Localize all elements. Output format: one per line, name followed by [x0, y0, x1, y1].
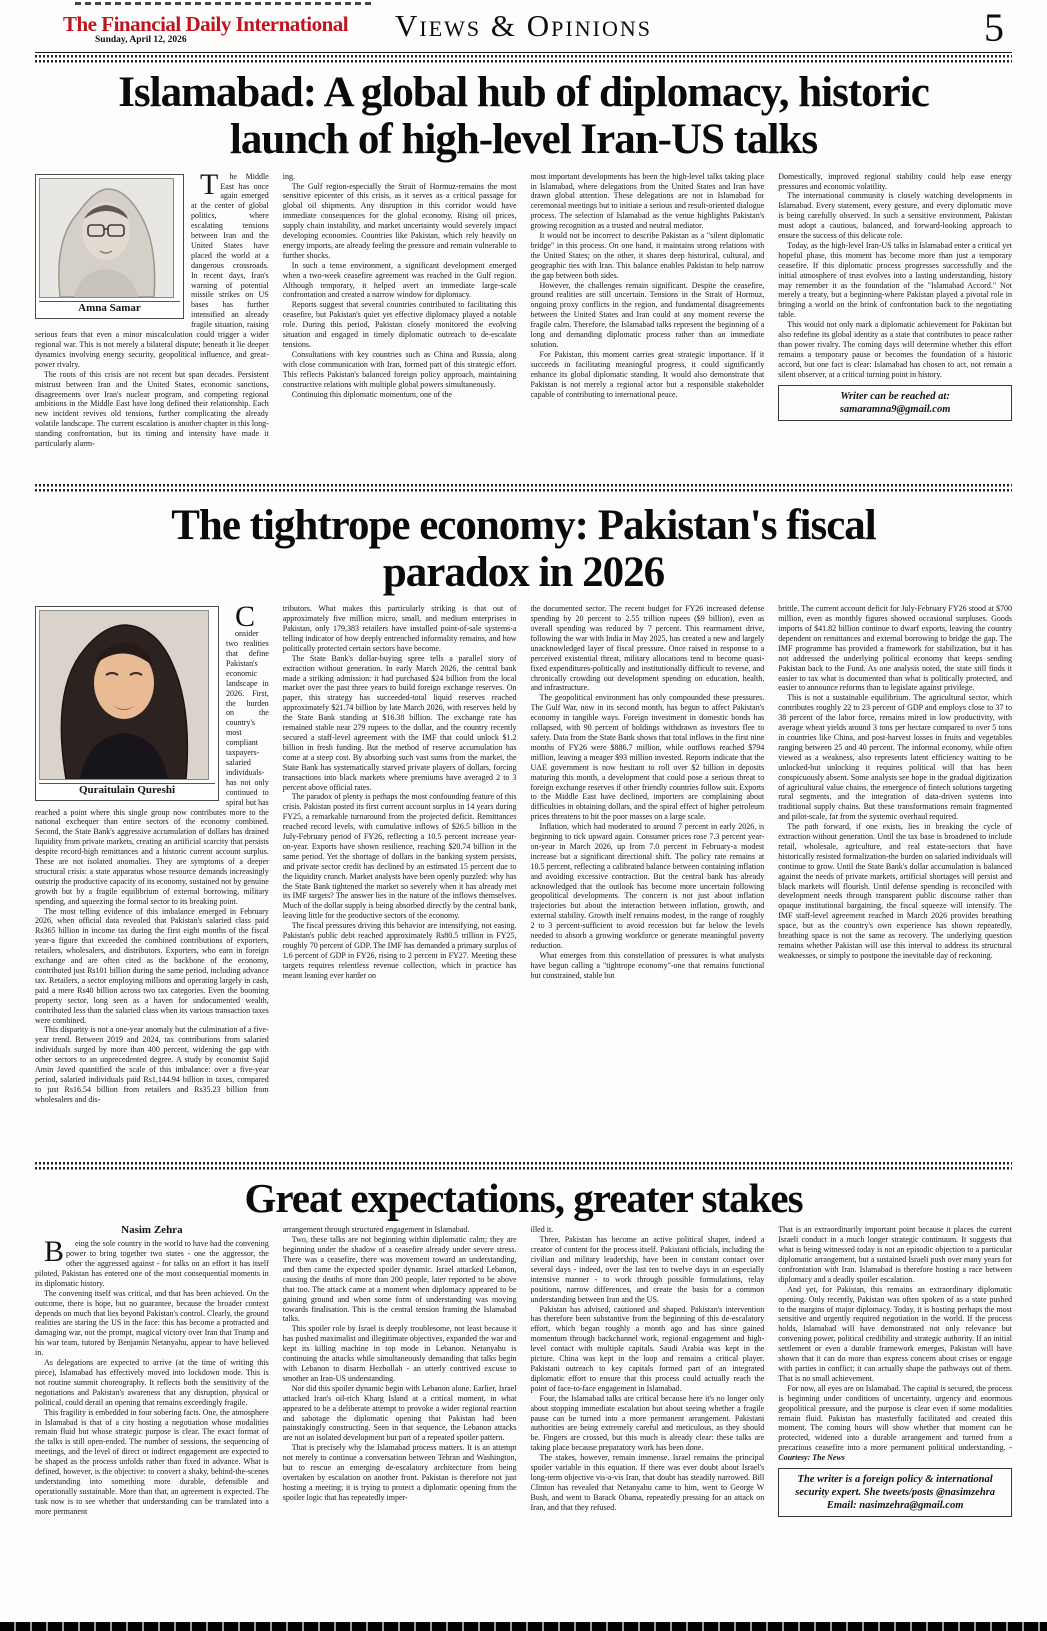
- article-divider-rule: [35, 484, 1012, 492]
- author-photo-caption: Amna Samar: [39, 301, 180, 315]
- article3-column-2: [283, 1225, 517, 1631]
- article2-column-3: [531, 604, 765, 1156]
- paragraph: The convening itself was critical, and that has been achieved. On the outcome, there is hope, but no guarantee, because the broader context depends on much that lies beyond Pakistan's control. Clearly, the ground realities are staring the US in the face: this has become a protracted and damaging war, not the prompt, magical victory over Iran that Trump and his war team, tutored by Benjamin Netanyahu, appear to have believed in.: [35, 1288, 269, 1358]
- article-divider-rule: [35, 1162, 1012, 1170]
- top-edge-dash: [75, 2, 375, 5]
- article-great-expectations: [35, 1176, 1012, 1631]
- page-number: 5: [984, 5, 1004, 50]
- article3-headline: Great expectations, greater stakes: [244, 1175, 803, 1222]
- author-photo-caption: Quraitulain Qureshi: [39, 783, 215, 797]
- paragraph: The geopolitical environment has only compounded these pressures. The Gulf War, now in its second month, has begun to affect Pakistan's economy in tangible ways. Foreign investment in domestic bonds has collapsed, with 90 percent of holdings withdrawn as investors flee to safety. Data from the State Bank shows that total inflows in the first nine months of FY26 were $886.7 million, while outflows reached $794 million, leaving a meager $93 million invested. Reports indicate that the UAE government is now hesitant to roll over $2 billion in deposits maturing this month, a development that could pose a serious threat to foreign exchange reserves if other friendly countries follow suit. Exports to the Middle East have declined, importers are complaining about difficulties in obtaining dollars, and the spiral effect of higher petroleum prices threatens to hit the poor masses on a large scale.: [530, 693, 765, 822]
- page-header: [35, 6, 1012, 52]
- paragraph: That is precisely why the Islamabad process matters. It is an attempt not merely to continue a conversation between Tehran and Washington, but to rescue an emerging de-escalatory architecture from being overtaken by escalation on another front. Pakistan is therefore not just hosting a meeting; it is trying to protect a diplomatic opening from the spoiler logic that has repeatedly imper-: [282, 1443, 517, 1502]
- paragraph: Reports suggest that several countries contributed to facilitating this ceasefire, but Pakistan's quiet yet effective diplomacy played a notable role. During this period, Pakistan closely monitored the evolving situation and engaged in timely diplomatic outreach to de-escalate tensions.: [282, 300, 517, 349]
- article1-column-2: [283, 172, 517, 478]
- article-tightrope-economy: [35, 502, 1012, 1157]
- bottom-edge-bar: [0, 1622, 1047, 1631]
- paragraph: tributors. What makes this particularly striking is that out of approximately five million micro, small, and medium enterprises in Pakistan, only 179,383 retailers have installed point-of-sale systems-a telling indicator of how deeply entrenched informality remains, and how politically protected certain sectors have become.: [282, 604, 517, 653]
- paragraph: The State Bank's dollar-buying spree tells a parallel story of extraction without generation. In early March 2026, the central bank made a striking admission: it had purchased $24 billion from the local market over the past three years to build foreign exchange reserves. On paper, this strategy has succeeded-total liquid reserves reached approximately $21.74 billion by late March 2026, with reserves held by the State Bank standing at $16.38 billion. The exchange rate has remained stable near 279 rupees to the dollar, and the country recently secured a staff-level agreement with the IMF that could unlock $1.2 billion in fresh funding. But the method of reserve accumulation has come at a steep cost. By absorbing such vast sums from the market, the State Bank has systematically starved private players of dollars, forcing transactions into black markets where premiums have averaged 2 to 3 percent above official rates.: [282, 653, 517, 792]
- paragraph: And yet, for Pakistan, this remains an extraordinary diplomatic opening. Only recently, Pakistan was often spoken of as a state pushed to the margins of major diplomacy. Today, it is hosting perhaps the most sensitive and urgently required negotiation in the world. If the process holds, Islamabad will have demonstrated not only relevance but convening power, political credibility and strategic authority. If an initial settlement or even a durable framework emerges, Pakistan will have shown that it can do more than express concern about crises or engage with parties in conflict; it can actually shape the pathways out of them. That is no small achievement.: [778, 1284, 1012, 1383]
- article2-column-2: [283, 604, 517, 1156]
- paragraph: The roots of this crisis are not recent but span decades. Persistent mistrust between Iran and the United States, economic sanctions, disagreements over Iran's nuclear program, and competing regional ambitions in the Middle East have long defined their relationship. Each new incident revives old tensions, further complicating the already volatile landscape. The current escalation is another chapter in this long-standing confrontation, but its timing and intensity have made it particularly alarm-: [35, 369, 269, 449]
- article2-headline: The tightrope economy: Pakistan's fiscal paradox in 2026: [171, 501, 876, 596]
- paragraph: Pakistan has advised, cautioned and shaped. Pakistan's intervention has therefore been substantive from the beginning of this de-escalatory effort, which began roughly a month ago and has since gained momentum through backchannel work, regional engagement and high-level contact with multiple capitals. Saudi Arabia was kept in the picture. China was kept in the loop and remains a critical player. Pakistani outreach to key capitals formed part of an integrated diplomatic effort to ensure that this process could actually reach the point of face-to-face engagement in Islamabad.: [530, 1304, 765, 1393]
- paragraph: arrangement through structured engagement in Islamabad.: [282, 1225, 470, 1235]
- article1-column-4: [778, 172, 1012, 478]
- author-photo-box: [35, 606, 219, 801]
- paragraph: ing.: [282, 171, 295, 181]
- paragraph: Two, these talks are not beginning within diplomatic calm; they are beginning under the shadow of a ceasefire already under severe stress. There was a ceasefire, there was movement toward an understanding, and then came the expected spoiler dynamic. Israel attacked Lebanon, causing the deaths of more than 200 people, later reported to be above that too. The attack came at a moment when diplomacy appeared to be gaining ground and when some form of understanding was moving towards finalisation. This is the central tension framing the Islamabad talks.: [282, 1235, 517, 1324]
- paragraph: Today, as the high-level Iran-US talks in Islamabad enter a critical yet hopeful phase, this moment has become more than just a temporary ceasefire. If this diplomatic process progresses successfully and the initial atmosphere of trust evolves into a lasting understanding, history may remember it as the foundation of the "Islamabad Accord." Not merely a treaty, but a beginning-where Pakistan played a pivotal role in bringing a world on the brink of confrontation back to the negotiating table.: [778, 240, 1012, 320]
- author-photo-box: [35, 174, 184, 319]
- paragraph: The Gulf region-especially the Strait of Hormuz-remains the most sensitive epicenter of this crisis, as it serves as a critical passage for global oil shipments. Any disruption in this corridor would have immediate consequences for the global economy. Rising oil prices, supply chain instability, and market uncertainty would severely impact developing economies. Countries like Pakistan, which rely heavily on energy imports, are already feeling the pressure and remain vulnerable to further shocks.: [282, 181, 517, 260]
- author-photo-quraitulain-qureshi: [39, 610, 209, 780]
- article2-column-4: [778, 604, 1012, 1156]
- paragraph: This spoiler role by Israel is deeply troublesome, not least because it has pushed maximalist and illegitimate objectives, expanded the war and kept its killing machine in top mode in Lebanon. Netanyahu is continuing the attacks while simultaneously demanding that talks begin with Lebanon to disarm Hezbollah - an utterly contrived excuse to smother an Iran-US understanding.: [282, 1324, 517, 1383]
- article3-credit-box: The writer is a foreign policy & international security expert. She tweets/posts @nasimzehra Email: nasimzehra@gmail.com: [778, 1468, 1012, 1517]
- paragraph: This would not only mark a diplomatic achievement for Pakistan but also redefine its global identity as a state that contributes to peace rather than power rivalry. The coming days will determine whether this effort remains a temporary pause or becomes the foundation of a historic accord, but one fact is clear: Islamabad has chosen to act, not remain a silent observer, at a critical turning point in history.: [778, 320, 1012, 379]
- article-iran-us-talks: [35, 69, 1012, 478]
- paragraph: Three, Pakistan has become an active political shaper, indeed a creator of content for the process itself. Pakistani officials, including the civilian and military leadership, have been in constant contact over several days - indeed, over the last ten to twelve days in an especially intensive manner - to work through possible formulations, relay positions, narrow differences, and create the basis for a common understanding between Iran and the US.: [530, 1235, 765, 1304]
- article3-column-1: [35, 1225, 269, 1631]
- issue-date: Sunday, April 12, 2026: [95, 35, 187, 45]
- paragraph: For now, all eyes are on Islamabad. The capital is secured, the process is beginning under conditions of uncertainty, urgency and enormous geopolitical pressure, and the purpose is clear even if some modalities remain fluid. Pakistan has masterfully facilitated and created this moment. The coming hours will show whether that moment can be protected, widened into a durable arrangement and turned from a precarious ceasefire into a more permanent political understanding. -Courtesy: The News: [778, 1383, 1012, 1463]
- article1-column-1: [35, 172, 269, 478]
- paragraph: illed it.: [530, 1225, 554, 1235]
- paragraph: brittle. The current account deficit for July-February FY26 stood at $700 million, even as monthly figures showed occasional surpluses. Goods imports of $41.82 billion continue to dwarf exports, leaving the country dependent on remittances and external borrowing to bridge the gap. The IMF programme has provided a framework for stabilization, but it has not addressed the underlying political economy that keeps sending Pakistan back to the Fund. As one analysis noted, the state still finds it easier to tax what is documented than what is politically protected, and easier to announce reforms than to legislate against privilege.: [778, 604, 1012, 693]
- article3-column-4: [778, 1225, 1012, 1631]
- paragraph: This is not a sustainable equilibrium. The agricultural sector, which contributes roughly 22 to 23 percent of GDP and employs close to 37 to 38 percent of the labor force, remains mired in low productivity, with average wheat yields around 3 tons per hectare compared to over 5 tons in countries like China, and post-harvest losses in fruits and vegetables ranging between 25 and 40 percent. The informal economy, while often viewed as a weakness, also represents latent efficiency waiting to be unlocked-but unlocking it requires political will that has been conspicuously absent. Some analysts see hope in the gradual digitization of agricultural value chains, the emergence of fintech solutions targeting rural segments, and the integration of data-driven systems into traditional supply chains. But these transformations remain fragmented and pilot-scale, far from the systemic overhaul required.: [778, 693, 1012, 822]
- article1-headline: Islamabad: A global hub of diplomacy, historic launch of high-level Iran-US talks: [118, 69, 929, 164]
- paragraph: Four, the Islamabad talks are critical because here it's no longer only about stopping immediate escalation but about seeing whether a fragile pause can be turned into a more permanent arrangement. Pakistani authorities are being extremely careful and meticulous, as they should be. Fingers are crossed, but this much is already clear: these talks are taking place because preparatory work has been done.: [530, 1393, 765, 1453]
- article3-byline: Nasim Zehra: [121, 1225, 183, 1237]
- paragraph: It would not be incorrect to describe Pakistan as a "silent diplomatic bridge" in this process. On one hand, it maintains strong relations with the United States; on the other, it shares deep historical, cultural, and geographic ties with Iran. This balance enables Pakistan to help narrow the gap between both sides.: [530, 231, 765, 280]
- paragraph: This fragility is embedded in four sobering facts. One, the atmosphere in Islamabad is that of a city hosting a negotiation whose modalities remain fluid but whose strategic purpose is clear. The exact format of the talks is still open-ended. The number of sessions, the sequencing of meetings, and the level of direct or indirect engagement are expected to be shaped as the process unfolds rather than fixed in advance. What is defined, however, is the objective: to convert a shaky, behind-the-scenes understanding into something more durable, defensible and operationally sustainable. More than that, an agreement is expected. The task now is to see whether that understanding can be translated into a more permanent: [35, 1407, 269, 1516]
- masthead-title: The Financial Daily International: [63, 12, 349, 36]
- paragraph: The paradox of plenty is perhaps the most confounding feature of this crisis. Pakistan posted its first current account surplus in 14 years during FY25, a remarkable turnaround from the projected deficit. Remittances reached record levels, with cumulative inflows of $26.5 billion in the July-February period of FY26, reflecting a 10.5 percent increase year-on-year. Exports have shown resilience, reaching $20.74 billion in the same period. Yet the shortage of dollars in the banking system persists, and private sector credit has declined by an estimated 15 percent due to the liquidity crunch. Market analysts have been openly puzzled: why has the State Bank tightened the market so severely when it has already met its IMF targets? The answer lies in the nature of the inflows themselves. Much of the dollar supply is being absorbed directly by the central bank, leaving little for the productive sectors of the economy.: [282, 792, 517, 921]
- section-title: Views & Opinions: [395, 8, 652, 43]
- paragraph: the documented sector. The recent budget for FY26 increased defense spending by 20 percent to 2.55 trillion rupees ($9 billion), even as overall spending was reduced by 7 percent. This rearmament drive, following the war with India in May 2025, has created a new and largely unacknowledged layer of fiscal pressure. Once raised in response to a perceived existential threat, military allocations tend to become quasi-fixed expenditures-politically and institutionally difficult to reverse, and chronically crowding out development spending on education, health, and infrastructure.: [530, 604, 765, 693]
- paragraph: For Pakistan, this moment carries great strategic importance. If it succeeds in facilitating meaningful progress, it could significantly enhance its global diplomatic standing. It would also demonstrate that Pakistan is not merely a regional actor but a responsible stakeholder capable of contributing to international peace.: [530, 349, 765, 399]
- paragraph: The stakes, however, remain immense. Israel remains the principal spoiler variable in this equation. If there was ever doubt about Israel's long-term objective vis-a-vis Iran, that doubt has steadily narrowed. Bill Clinton has revealed that Netanyahu came to him, went to George W Bush, and went to Barack Obama, repeatedly pressing for an attack on Iran, and that they refused.: [530, 1453, 765, 1512]
- article3-column-3: [531, 1225, 765, 1631]
- article1-contact-box: Writer can be reached at: samaramna9@gmail.com: [778, 385, 1012, 421]
- paragraph: Continuing this diplomatic momentum, one of the: [291, 389, 452, 399]
- paragraph: That is an extraordinarily important point because it places the current Israeli conduct in a much longer strategic continuum. It suggests that what is being witnessed today is not an episodic objection to a particular diplomatic arrangement, but a sustained Israeli push over many years for confrontation with Iran. Islamabad is therefore hosting a race between diplomacy and a deadly spoiler escalation.: [778, 1225, 1012, 1284]
- paragraph: As delegations are expected to arrive (at the time of writing this piece), Islamabad has effectively moved into lockdown mode. This is not routine summit choreography. It reflects both the sensitivity of the negotiations and Pakistan's awareness that any disruption, physical or political, could derail an opening that remains exceedingly fragile.: [35, 1358, 269, 1407]
- paragraph: However, the challenges remain significant. Despite the ceasefire, ground realities are still uncertain. Tensions in the Strait of Hormuz, ongoing proxy conflicts in the region, and fundamental disagreements between the United States and Iran could at any moment reverse the fragile calm. Therefore, the Islamabad talks represent the beginning of a long and demanding diplomatic process rather than an immediate solution.: [530, 280, 765, 349]
- article2-body: [35, 604, 1012, 1156]
- article1-body: [35, 172, 1012, 478]
- courtesy-credit: -Courtesy: The News: [778, 1443, 1012, 1463]
- paragraph: most important developments has been the high-level talks taking place in Islamabad, where delegations from the United States and Iran have drawn global attention. These delegations are not in Islamabad for ceremonial meetings but to initiate a serious and result-oriented dialogue process. The selection of Islamabad as the venue highlights Pakistan's growing recognition as a trusted and neutral mediator.: [530, 171, 765, 231]
- article2-column-1: [35, 604, 269, 1156]
- author-photo-amna-samar: [39, 178, 174, 298]
- paragraph: Being the sole country in the world to have had the convening power to bring together two states - one the aggressor, the other the aggressed against - for talks on an effort it has itself piloted, Pakistan has entered one of the most consequential moments in its diplomatic history.: [35, 1235, 269, 1288]
- paragraph: Domestically, improved regional stability could help ease energy pressures and economic volatility.: [778, 171, 1012, 191]
- paragraph: The Middle East has once again emerged at the center of global politics, where escalating tensions between Iran and the United States have placed the world at a dangerous crossroads. In recent days, Iran's warning of potential missile strikes on US bases has further intensified an already fragile situation, raising serious fears that even a minor miscalculation could trigger a wider regional war. This is not merely a bilateral dispute; beneath it lie deeper dynamics involving energy security, geopolitical influence, and great-power rivalry.: [35, 171, 269, 369]
- paragraph: The most telling evidence of this imbalance emerged in February 2026, when official data revealed that Pakistan's salaried class paid Rs365 billion in income tax during the first eight months of the fiscal year-a figure that exceeded the combined contributions of exporters, retailers, wholesalers, and distributors. Exporters, who earn in foreign exchange and are often cited as the backbone of the economy, contributed just Rs101 billion during the same period, including advance tax. Retailers, a sector employing millions and operating largely in cash, paid a mere Rs40 billion across two tax categories. Even the booming property sector, long seen as a haven for undocumented wealth, contributed less than the salaried class when its various transaction taxes were combined.: [35, 906, 269, 1025]
- paragraph: Inflation, which had moderated to around 7 percent in early 2026, is beginning to tick upward again. Consumer prices rose 7.3 percent year-on-year in March 2026, up from 7.0 percent in February-a modest increase but a significant directional shift. The policy rate remains at 10.5 percent, reflecting a calibrated balance between containing inflation and avoiding excessive contraction. But the central bank has already acknowledged that the outlook has become more uncertain following geopolitical developments. The concern is not just about inflation trajectories but about the interaction between inflation, growth, and external stability. Growth itself remains modest, in the range of roughly 2 to 3 percent-sufficient to avoid recession but far below the levels needed to absorb a growing workforce or generate meaningful poverty reduction.: [530, 822, 765, 950]
- paragraph: What emerges from this constellation of pressures is what analysts have begun calling a "tightrope economy"-one that remains functional but constrained, stable but: [530, 950, 765, 980]
- article3-body: [35, 1225, 1012, 1631]
- paragraph: The international community is closely watching developments in Islamabad. Every statement, every gesture, and every diplomatic move is being carefully observed. In such a sensitive environment, Pakistan must adopt a cautious, balanced, and forward-looking approach to ensure the success of this delicate role.: [778, 191, 1012, 241]
- paragraph: Nor did this spoiler dynamic begin with Lebanon alone. Earlier, Israel attacked Iran's oil-rich Kharg Island at a critical moment, in what appeared to be a deliberate attempt to provoke a wider regional reaction and sabotage the diplomatic opening that Pakistan had been painstakingly constructing. Seen in that sequence, the Lebanon attacks are not an isolated development but part of a repeated spoiler pattern.: [282, 1383, 517, 1443]
- paragraph: The path forward, if one exists, lies in breaking the cycle of extraction without generation. Until the tax base is broadened to include retail, wholesale, agriculture, and real estate-sectors that have historically resisted formalization-the burden on salaried individuals will continue to grow. Until the State Bank's dollar accumulation is balanced against the needs of private markets, artificial shortages will persist and black markets will flourish. Until defense spending is reconciled with development needs through transparent public discourse rather than opaque institutional bargaining, the fiscal squeeze will intensify. The IMF staff-level agreement reached in March 2026 provides breathing space, but as the country's own experience has shown repeatedly, breathing space is not the same as recovery. The underlying question remains whether Pakistan will use this interval to address its structural weaknesses, or simply to postpone the inevitable day of reckoning.: [778, 822, 1012, 960]
- header-rule-solid: [35, 52, 1012, 53]
- header-rule-hatched: [35, 55, 1012, 63]
- paragraph: This disparity is not a one-year anomaly but the culmination of a five-year trend. Between 2019 and 2024, tax contributions from salaried individuals surged by more than 400 percent, widening the gap with other sectors to an unprecedented degree. A study by economist Sajid Amin Javed quantified the scale of this imbalance: over a five-year period, salaried individuals paid Rs1,144.94 billion in taxes, compared to just Rs16.54 billion from retailers and Rs35.23 billion from wholesalers and dis-: [35, 1025, 269, 1104]
- article1-column-3: [531, 172, 765, 478]
- paragraph: In such a tense environment, a significant development emerged when a two-week ceasefire agreement was reached in the Gulf region. Although temporary, it helped avert an immediate large-scale confrontation and created a narrow window for diplomacy.: [282, 260, 517, 300]
- paragraph: Consider two realities that define Pakistan's economic landscape in 2026. First, the burden on the country's most compliant taxpayers-salaried individuals-has not only continued to spiral but has reached a point where this single group now contributes more to the national exchequer than entire sectors of the economy combined. Second, the State Bank's aggressive accumulation of dollars has drained liquidity from private markets, creating an artificial scarcity that persists despite record-high remittances and a historic current account surplus. These are not isolated anomalies. They are symptoms of a deeper structural crisis: a state apparatus whose resource demands increasingly outstrip the productive capacity of its economy, sustained not by genuine growth but by a fragile equilibrium of external borrowing, military spending, and squeezing the formal sector to its breaking point.: [35, 604, 269, 906]
- paragraph: The fiscal pressures driving this behavior are intensifying, not easing. Pakistan's public debt reached approximately Rs80.5 trillion in FY25, roughly 70 percent of GDP. The IMF has demanded a primary surplus of 1.6 percent of GDP in FY26, rising to 2 percent in FY27. Meeting these targets requires relentless revenue collection, which in practice has meant leaning ever harder on: [282, 921, 517, 980]
- paragraph: Consultations with key countries such as China and Russia, along with close communication with Iran, formed part of this strategic effort. This reflects Pakistan's balanced foreign policy approach, maintaining constructive relations with multiple global powers simultaneously.: [282, 349, 517, 389]
